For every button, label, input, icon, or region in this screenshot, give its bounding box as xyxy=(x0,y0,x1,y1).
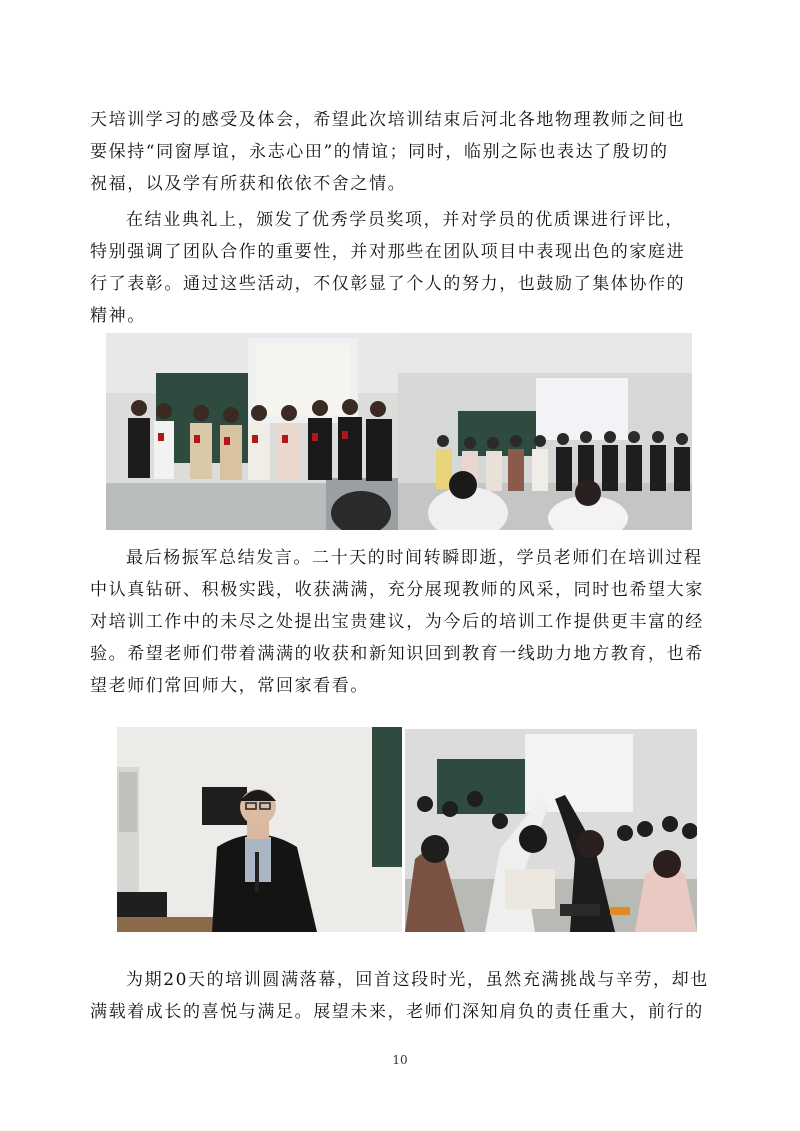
paragraph-2 xyxy=(90,204,720,332)
text-line: 精神。 xyxy=(90,306,146,326)
text-line: 祝福，以及学有所获和依依不舍之情。 xyxy=(90,174,407,194)
award-ceremony-photo-left xyxy=(106,333,398,530)
award-ceremony-photo-right xyxy=(398,333,692,530)
paragraph-4 xyxy=(90,964,720,1028)
text-line: 在结业典礼上，颁发了优秀学员奖项，并对学员的优质课进行评比， xyxy=(126,210,684,230)
text-line: 验。希望老师们带着满满的收获和新知识回到教育一线助力地方教育，也希 xyxy=(90,644,704,664)
text-line: 行了表彰。通过这些活动，不仅彰显了个人的努力，也鼓励了集体协作的 xyxy=(90,274,686,294)
speaker-photo xyxy=(117,727,402,932)
text-line: 要保持“同窗厚谊，永志心田”的情谊；同时，临别之际也表达了殷切的 xyxy=(90,142,669,162)
award-ceremony-scene-right xyxy=(398,333,692,530)
paragraph-1 xyxy=(90,104,720,200)
text-line: 对培训工作中的未尽之处提出宝贵建议，为今后的培训工作提供更丰富的经 xyxy=(90,612,704,632)
text-line: 最后杨振军总结发言。二十天的时间转瞬即逝，学员老师们在培训过程 xyxy=(126,548,703,568)
page-number: 10 xyxy=(392,1053,408,1067)
text-line: 中认真钻研、积极实践，收获满满，充分展现教师的风采，同时也希望大家 xyxy=(90,580,704,600)
text-line: 望老师们常回师大，常回家看看。 xyxy=(90,676,369,696)
classroom-stretch-photo xyxy=(405,729,697,932)
text-line: 特别强调了团队合作的重要性，并对那些在团队项目中表现出色的家庭进 xyxy=(90,242,686,262)
paragraph-3 xyxy=(90,542,720,702)
classroom-stretch-scene xyxy=(405,729,697,932)
text-line: 为期20天的培训圆满落幕，回首这段时光，虽然充满挑战与辛劳，却也 xyxy=(126,970,709,990)
text-line: 满载着成长的喜悦与满足。展望未来，老师们深知肩负的责任重大，前行的 xyxy=(90,1002,704,1022)
speaker-scene xyxy=(117,727,402,932)
award-ceremony-scene-left xyxy=(106,333,398,530)
text-line: 天培训学习的感受及体会，希望此次培训结束后河北各地物理教师之间也 xyxy=(90,110,686,130)
